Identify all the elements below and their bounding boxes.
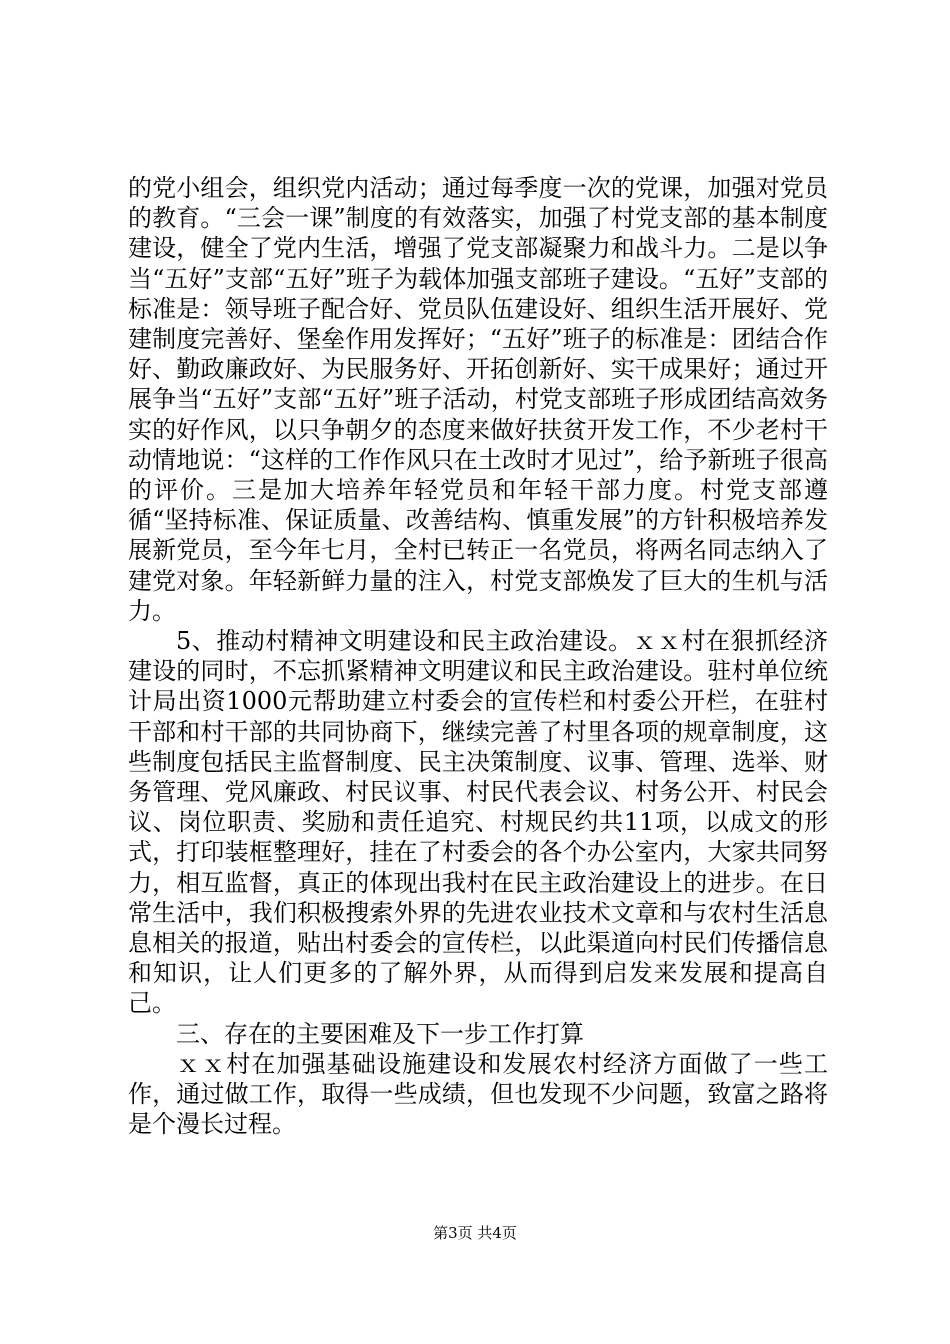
section-heading-difficulties: 三、存在的主要困难及下一步工作打算 — [176, 1019, 584, 1048]
document-body — [128, 173, 828, 1140]
paragraph-party-building: 的党小组会，组织党内活动；通过每季度一次的党课，加强对党员的教育。“三会一课”制度的有效落实，加强了村党支部的基本制度建设，健全了党内生活，增强了党支部凝聚力和战斗力。二是以争当“五好”支部“五好”班子为载体加强支部班子建设。“五好”支部的标准是：领导班子配合好、党员队伍建设好、组织生活开展好、党建制度完善好、堡垒作用发挥好；“五好”班子的标准是：团结合作好、勤政廉政好、为民服务好、开拓创新好、实干成果好；通过开展争当“五好”支部“五好”班子活动，村党支部班子形成团结高效务实的好作风，以只争朝夕的态度来做好扶贫开发工作，不少老村干动情地说：“这样的工作作风只在土改时才见过”，给予新班子很高的评价。三是加大培养年轻党员和年轻干部力度。村党支部遵循“坚持标准、保证质量、改善结构、慎重发展”的方针积极培养发展新党员，至今年七月，全村已转正一名党员，将两名同志纳入了建党对象。年轻新鲜力量的注入，村党支部焕发了巨大的生机与活力。 — [128, 174, 828, 625]
paragraph-civilization-democracy: 5、推动村精神文明建设和民主政治建设。ｘｘ村在狠抓经济建设的同时，不忘抓紧精神文明建议和民主政治建设。驻村单位统计局出资1000元帮助建立村委会的宣传栏和村委公开栏，在驻村干部和村干部的共同协商下，继续完善了村里各项的规章制度，这些制度包括民主监督制度、民主决策制度、议事、管理、选举、财务管理、党风廉政、村民议事、村民代表会议、村务公开、村民会议、岗位职责、奖励和责任追究、村规民约共11项，以成文的形式，打印装框整理好，挂在了村委会的各个办公室内，大家共同努力，相互监督，真正的体现出我村在民主政治建设上的进步。在日常生活中，我们积极搜索外界的先进农业技术文章和与农村生活息息相关的报道，贴出村委会的宣传栏，以此渠道向村民们传播信息和知识，让人们更多的了解外界，从而得到启发来发展和提高自己。 — [128, 627, 828, 1018]
page-footer: 第3页 共4页 — [433, 1224, 517, 1242]
paragraph-difficulties: ｘｘ村在加强基础设施建设和发展农村经济方面做了一些工作，通过做工作，取得一些成绩，但也发现不少问题，致富之路将是个漫长过程。 — [128, 1049, 828, 1139]
